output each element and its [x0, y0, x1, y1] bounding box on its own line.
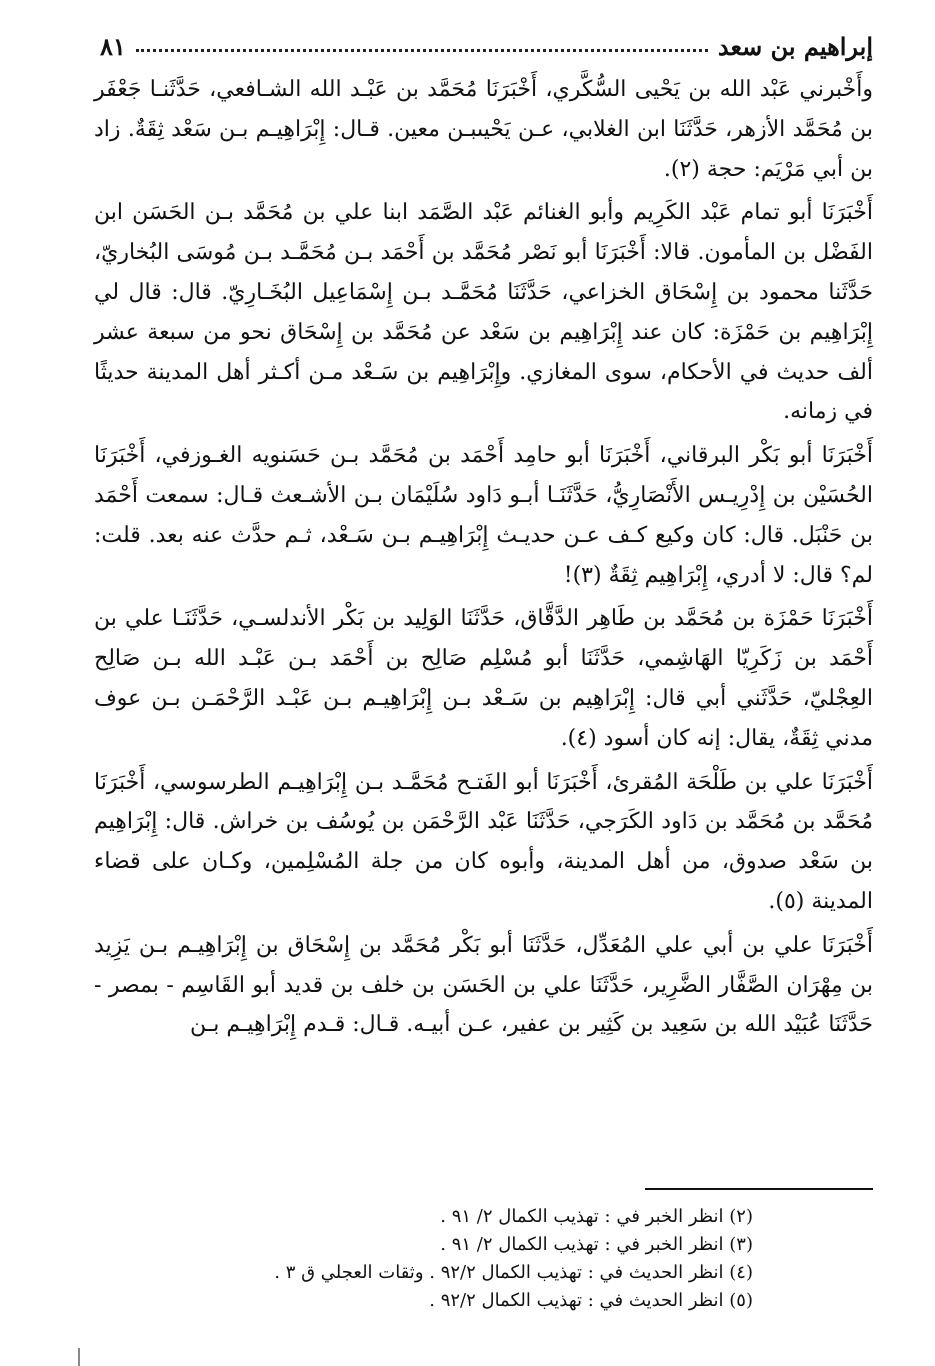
page-number: ٨١: [100, 31, 126, 61]
paragraph: أَخْبَرَنَا أبو تمام عَبْد الكَرِيم وأبو الغنائم عَبْد الصَّمَد ابنا علي بن مُحَمَّد بـن الحَسَن ابن الفَضْل بن المأمون. قالا: أَخْبَرَنَا أبو نَصْر مُحَمَّد بن أَحْمَد بـن مُحَمَّـد بـن مُوسَى البُخاريّ، حَدَّثَنا محمود بن إِسْحَاق الخزاعي، حَدَّثَنَا مُحَمَّـد بـن إِسْمَاعِيل البُخَـارِيّ. قال: قال لي إِبْرَاهِيم بن حَمْزَة: كان عند إِبْرَاهِيم بن سَعْد عن مُحَمَّد بن إِسْحَاق نحو من سبعة عشر ألف حديث في الأحكام، سوى المغازي. وإِبْرَاهِيم بن سَـعْد مـن أكـثر أهل المدينة حديثًا في زمانه.: [94, 200, 873, 425]
footnote: (٣) انظر الخبر في : تهذيب الكمال ٢/ ٩١ .: [440, 1234, 753, 1255]
footnotes: [94, 1203, 873, 1315]
footnote: (٥) انظر الحديث في : تهذيب الكمال ٩٢/٢ .: [429, 1290, 753, 1311]
running-title: إبراهيم بن سعد: [717, 31, 873, 61]
paragraph: أَخْبَرَنَا حَمْزَة بن مُحَمَّد بن طَاهِر الدَّقَّاق، حَدَّثَنَا الوَلِيد بن بَكْر الأندلسـي، حَدَّثَنَـا علي بن أَحْمَد بن زَكَرِيّا الهَاشِمي، حَدَّثَنَا أبو مُسْلِم صَالِح بن أَحْمَد بـن عَبْـد الله بـن صَالِح العِجْليّ، حَدَّثَني أبي قال: إِبْرَاهِيم بن سَـعْد بـن إِبْرَاهِيـم بـن عَبْـد الرَّحْمَـن بـن عوف مدني ثِقَةٌ، يقال: إنه كان أسود (٤).: [94, 606, 873, 751]
footnote: (٤) انظر الحديث في : تهذيب الكمال ٩٢/٢ . وثقات العجلي ق ٣ .: [274, 1262, 753, 1283]
paragraph: أَخْبَرَنَا علي بن أبي علي المُعَدِّل، حَدَّثَنَا أبو بَكْر مُحَمَّد بن إِسْحَاق بن إِبْرَاهِيـم بـن يَزِيد بن مِهْرَان الصَّفَّار الضَّرِير، حَدَّثَنَا علي بن الحَسَن بن خلف بن قديد أبو القَاسِم - بمصر - حَدَّثَنَا عُبَيْد الله بن سَعِيد بن كَثِير بن عفير، عـن أبيـه. قـال: قـدم إِبْرَاهِيـم بـن: [94, 932, 873, 1038]
scan-edge-mark: [78, 1348, 80, 1366]
paragraph: أَخْبَرَنَا أبو بَكْر البرقاني، أَخْبَرَنَا أبو حامِد أَحْمَد بن مُحَمَّد بـن حَسَنويه الغـوزفي، أَخْبَرَنَا الحُسَيْن بن إِدْرِيـس الأَنْصَارِيُّ، حَدَّثَنَـا أبـو دَاود سُلَيْمَان بـن الأشـعث قـال: سمعت أَحْمَد بن حَنْبَل. قال: كان وكيع كـف عـن حديـث إِبْرَاهِيـم بـن سَـعْد، ثـم حدَّث عنه بعد. قلت: لم؟ قال: لا أدري، إِبْرَاهِيم ثِقَةٌ (٣)!: [94, 443, 873, 588]
main-text: [94, 70, 873, 1049]
footnote: (٢) انظر الخبر في : تهذيب الكمال ٢/ ٩١ .: [440, 1206, 753, 1227]
paragraph: أَخْبَرَنَا علي بن طَلْحَة المُقرئ، أَخْبَرَنَا أبو الفَتـح مُحَمَّـد بـن إِبْرَاهِيـم الطرسوسي، أَخْبَرَنَا مُحَمَّد بن مُحَمَّد بن دَاود الكَرَجي، حَدَّثَنَا عَبْد الرَّحْمَن بن يُوسُف بن خراش. قال: إِبْرَاهِيم بن سَعْد صدوق، من أهل المدينة، وأبوه كان من جلة المُسْلِمين، وكـان على قضاء المدينة (٥).: [94, 769, 873, 914]
header-dot-leader: [136, 49, 708, 52]
footnote-separator: [645, 1188, 873, 1190]
page-header: [100, 28, 873, 64]
paragraph: وأَخْبرني عَبْد الله بن يَحْيى السُّكَّري، أَخْبَرَنَا مُحَمَّد بن عَبْـد الله الشـافعي، حَدَّثَنـا جَعْفَر بن مُحَمَّد الأزهر، حَدَّثَنَا ابن الغلابي، عـن يَحْيىبـن معين. قـال: إِبْرَاهِيـم بـن سَعْد ثِقَةٌ. زاد بن أبي مَرْيَم: حجة (٢).: [94, 77, 873, 182]
